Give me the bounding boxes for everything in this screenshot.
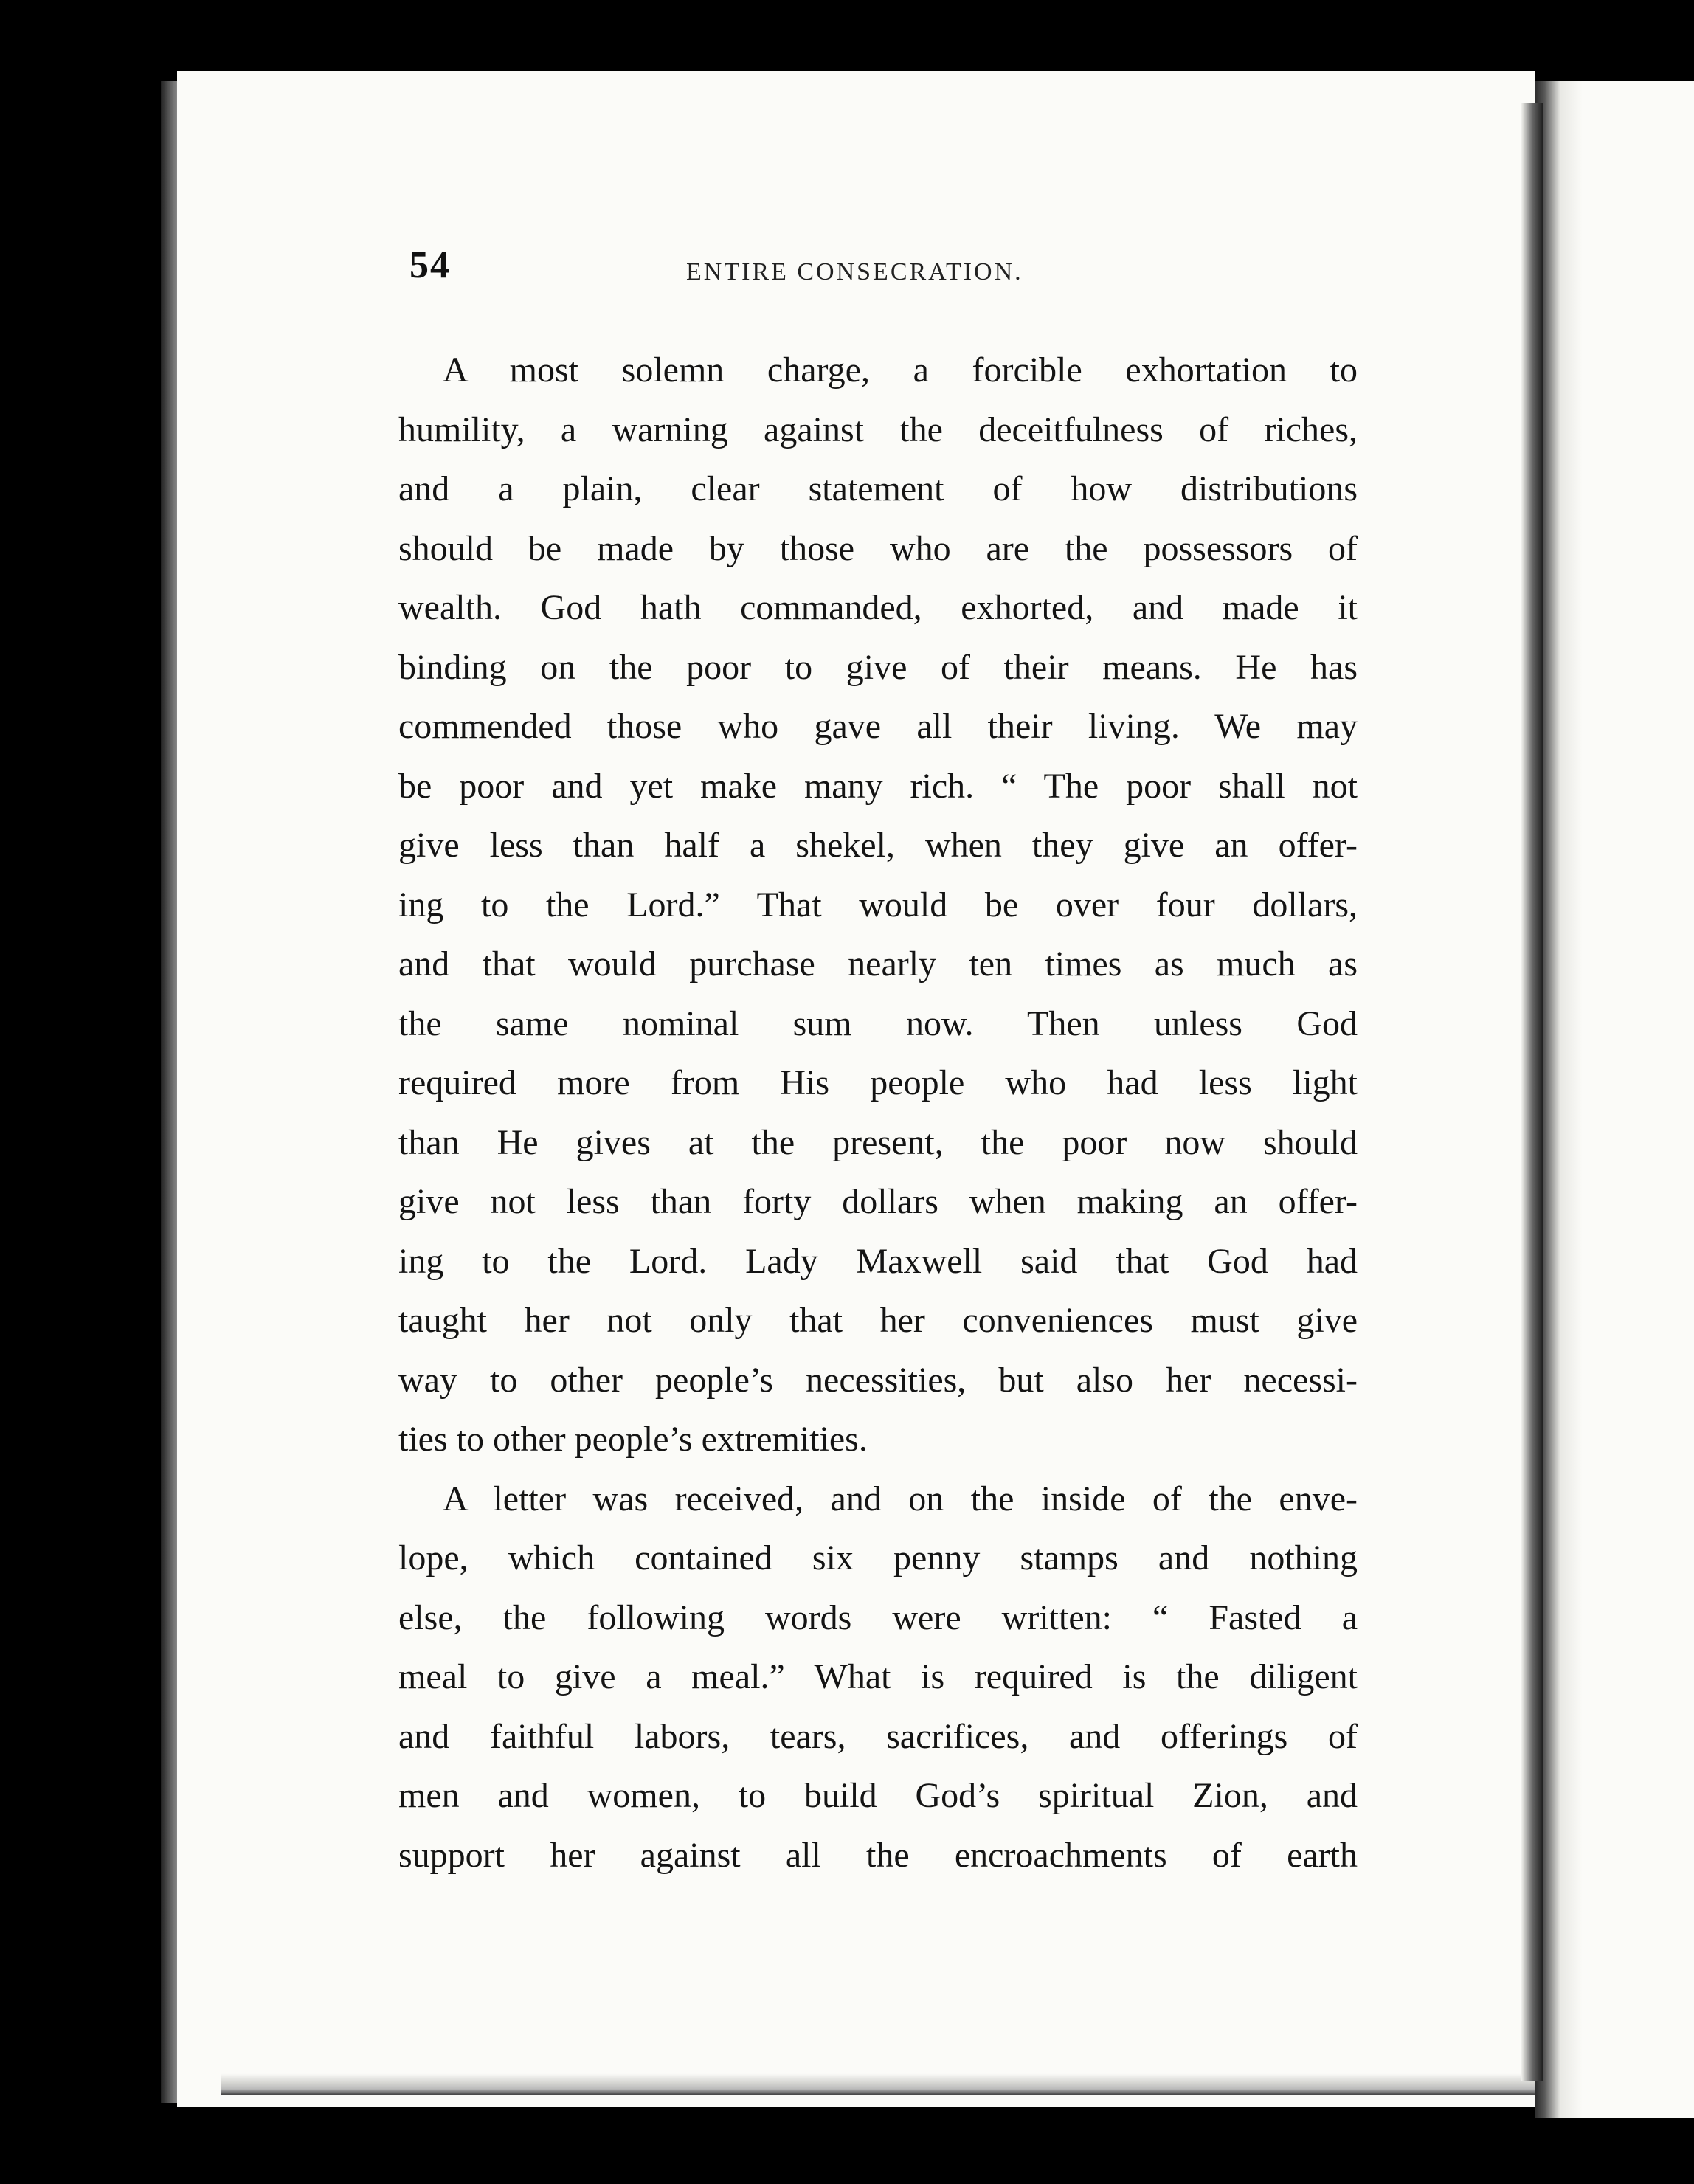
text-line: and a plain, clear statement of how distributions (398, 469, 1358, 508)
text-line: wealth. God hath commanded, exhorted, and made it (398, 588, 1358, 627)
text-line: should be made by those who are the possessors of (398, 528, 1358, 568)
text-line: and faithful labors, tears, sacrifices, and offerings of (398, 1716, 1358, 1756)
running-head-title: ENTIRE CONSECRATION. (686, 258, 1023, 286)
text-line: than He gives at the present, the poor now should (398, 1122, 1358, 1162)
text-line: give not less than forty dollars when making an offer- (398, 1182, 1358, 1221)
text-line: ing to the Lord.” That would be over four dollars, (398, 885, 1358, 925)
text-line: way to other people’s necessities, but also her necessi- (398, 1360, 1358, 1400)
page-number: 54 (409, 244, 451, 286)
gutter-shadow (1521, 103, 1543, 2081)
text-line: A letter was received, and on the inside of the enve- (443, 1479, 1358, 1518)
text-line: taught her not only that her conveniences must give (398, 1301, 1358, 1340)
text-line: else, the following words were written: “ Fasted a (398, 1597, 1358, 1637)
text-line: humility, a warning against the deceitfulness of riches, (398, 410, 1358, 449)
text-line: meal to give a meal.” What is required is the diligent (398, 1657, 1358, 1696)
text-line: the same nominal sum now. Then unless God (398, 1003, 1358, 1043)
text-line: binding on the poor to give of their means. He has (398, 647, 1358, 687)
text-line: give less than half a shekel, when they give an offer- (398, 826, 1358, 865)
text-line: A most solemn charge, a forcible exhortation to (443, 350, 1358, 390)
paragraph-2 (398, 1470, 1358, 1886)
text-line: be poor and yet make many rich. “ The poor shall not (398, 766, 1358, 806)
text-line: lope, which contained six penny stamps and nothing (398, 1538, 1358, 1577)
text-line: commended those who gave all their living. We may (398, 707, 1358, 746)
text-line: ing to the Lord. Lady Maxwell said that God had (398, 1241, 1358, 1281)
text-line: and that would purchase nearly ten times as much as (398, 944, 1358, 984)
text-line: support her against all the encroachments of earth (398, 1835, 1358, 1875)
text-line: ties to other people’s extremities. (398, 1420, 868, 1459)
body-text (398, 341, 1358, 1885)
page-edge-bottom (221, 2073, 1535, 2095)
text-line: men and women, to build God’s spiritual Zion, and (398, 1776, 1358, 1815)
text-line: required more from His people who had less light (398, 1063, 1358, 1102)
paragraph-1 (398, 341, 1358, 1470)
facing-page-edge (1535, 81, 1694, 2118)
